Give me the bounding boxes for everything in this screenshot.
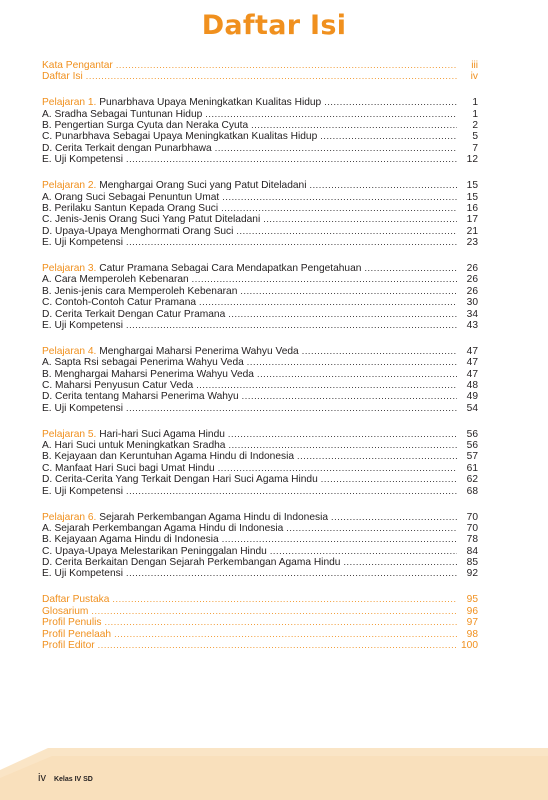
dot-leader: [257, 369, 457, 380]
toc-entry-label: Daftar Isi: [42, 71, 83, 83]
toc-entry-page: 70: [466, 522, 478, 534]
toc-entry-page: 16: [466, 202, 478, 214]
toc-entry-page: 47: [466, 357, 478, 369]
dot-leader: [126, 237, 457, 248]
toc-entry-page: 57: [466, 451, 478, 463]
dot-leader: [196, 380, 457, 391]
dot-leader: [222, 192, 457, 203]
toc-entry-label: D. Upaya-Upaya Menghormati Orang Suci: [42, 225, 234, 237]
toc-entry-page: 98: [466, 628, 478, 640]
dot-leader: [218, 463, 457, 474]
toc-entry-page: 30: [466, 297, 478, 309]
toc-lesson-heading[interactable]: [42, 263, 478, 274]
toc-entry-page: 2: [472, 120, 478, 132]
toc-entry-label: B. Pengertian Surga Cyuta dan Neraka Cyuta: [42, 120, 249, 132]
table-of-contents: [42, 60, 478, 666]
toc-entry[interactable]: [42, 463, 478, 474]
toc-entry-page: 1: [472, 108, 478, 120]
toc-entry[interactable]: [42, 192, 478, 203]
lesson-title: Sejarah Perkembangan Agama Hindu di Indonesia: [96, 511, 329, 523]
toc-entry-label: C. Punarbhava Sebagai Upaya Meningkatkan Kualitas Hidup: [42, 131, 318, 143]
lesson-title: Hari-hari Suci Agama Hindu: [96, 428, 225, 440]
toc-entry-label: E. Uji Kompetensi: [42, 319, 123, 331]
dot-leader: [331, 512, 457, 523]
toc-lesson-heading[interactable]: [42, 97, 478, 108]
toc-entry[interactable]: [42, 274, 478, 285]
toc-lesson-heading[interactable]: [42, 180, 478, 191]
lesson-prefix: Pelajaran 4.: [42, 345, 97, 357]
toc-entry-profil-editor[interactable]: [42, 640, 478, 651]
toc-entry-page: 49: [466, 391, 478, 403]
toc-entry[interactable]: [42, 557, 478, 568]
dot-leader: [343, 557, 457, 568]
dot-leader: [205, 109, 457, 120]
toc-entry-label: B. Perilaku Santun Kepada Orang Suci: [42, 202, 219, 214]
toc-entry[interactable]: [42, 380, 478, 391]
toc-entry-page: iv: [470, 71, 478, 83]
dot-leader: [222, 534, 457, 545]
toc-lesson-3: [42, 263, 478, 331]
toc-entry-profil-penulis[interactable]: [42, 617, 478, 628]
toc-entry[interactable]: [42, 546, 478, 557]
toc-entry[interactable]: [42, 440, 478, 451]
dot-leader: [112, 594, 457, 605]
dot-leader: [192, 274, 457, 285]
lesson-title: Menghargai Orang Suci yang Patut Diteladani: [96, 180, 307, 192]
dot-leader: [104, 617, 457, 628]
dot-leader: [215, 143, 457, 154]
dot-leader: [116, 60, 457, 71]
toc-entry-label: Glosarium: [42, 605, 89, 617]
toc-entry-label: A. Hari Suci untuk Meningkatkan Sradha: [42, 440, 226, 452]
toc-entry-page: 61: [466, 462, 478, 474]
toc-entry[interactable]: [42, 154, 478, 165]
toc-entry-label: Profil Editor: [42, 639, 95, 651]
toc-entry-daftar-pustaka[interactable]: [42, 594, 478, 605]
toc-entry-label: E. Uji Kompetensi: [42, 485, 123, 497]
lesson-title: Menghargai Maharsi Penerima Wahyu Veda: [96, 345, 299, 357]
toc-entry-page: 26: [466, 262, 478, 274]
lesson-prefix: Pelajaran 2.: [42, 180, 97, 192]
dot-leader: [321, 474, 457, 485]
toc-entry[interactable]: [42, 237, 478, 248]
toc-lesson-heading[interactable]: [42, 512, 478, 523]
toc-entry[interactable]: [42, 451, 478, 462]
dot-leader: [302, 346, 457, 357]
toc-entry[interactable]: [42, 109, 478, 120]
toc-entry-page: 68: [466, 485, 478, 497]
lesson-prefix: Pelajaran 5.: [42, 428, 97, 440]
toc-entry-label: B. Menghargai Maharsi Penerima Wahyu Veda: [42, 368, 254, 380]
lesson-prefix: Pelajaran 1.: [42, 97, 97, 109]
dot-leader: [240, 286, 457, 297]
toc-entry-page: 23: [466, 237, 478, 249]
toc-entry-label: D. Cerita-Cerita Yang Terkait Dengan Hari Suci Agama Hindu: [42, 474, 318, 486]
dot-leader: [270, 546, 457, 557]
toc-entry-kata-pengantar[interactable]: [42, 60, 478, 71]
dot-leader: [126, 568, 457, 579]
toc-entry-label: C. Maharsi Penyusun Catur Veda: [42, 379, 194, 391]
dot-leader: [228, 440, 457, 451]
toc-entry-page: 47: [466, 368, 478, 380]
dot-leader: [364, 263, 457, 274]
toc-entry[interactable]: [42, 320, 478, 331]
toc-entry-label: B. Kejayaan Agama Hindu di Indonesia: [42, 534, 219, 546]
toc-entry-label: B. Kejayaan dan Keruntuhan Agama Hindu di Indonesia: [42, 451, 295, 463]
toc-entry-page: iii: [471, 60, 478, 71]
toc-entry-page: 85: [466, 557, 478, 569]
dot-leader: [126, 320, 457, 331]
toc-entry-daftar-isi[interactable]: [42, 71, 478, 82]
toc-entry-page: 84: [466, 545, 478, 557]
toc-entry[interactable]: [42, 523, 478, 534]
page-title: Daftar Isi: [201, 10, 347, 41]
toc-entry[interactable]: [42, 391, 478, 402]
dot-leader: [228, 309, 457, 320]
toc-entry[interactable]: [42, 403, 478, 414]
dot-leader: [221, 203, 457, 214]
toc-entry-page: 21: [466, 225, 478, 237]
toc-entry-label: D. Cerita Berkaitan Dengan Sejarah Perkembangan Agama Hindu: [42, 557, 341, 569]
dot-leader: [251, 120, 457, 131]
toc-entry-page: 62: [466, 474, 478, 486]
toc-entry-label: A. Cara Memperoleh Kebenaran: [42, 274, 189, 286]
toc-entry-label: B. Jenis-jenis cara Memperoleh Kebenaran: [42, 285, 238, 297]
toc-entry-label: Profil Penulis: [42, 617, 102, 629]
toc-entry-page: 96: [466, 605, 478, 617]
dot-leader: [247, 357, 457, 368]
toc-entry-page: 100: [461, 639, 478, 651]
dot-leader: [228, 429, 457, 440]
footer: [38, 772, 93, 784]
toc-entry-page: 56: [466, 440, 478, 452]
toc-entry-label: Daftar Pustaka: [42, 594, 110, 606]
toc-entry-label: E. Uji Kompetensi: [42, 568, 123, 580]
toc-entry-page: 26: [466, 285, 478, 297]
toc-back-matter: [42, 594, 478, 651]
toc-entry[interactable]: [42, 309, 478, 320]
lesson-title: Catur Pramana Sebagai Cara Mendapatkan Pengetahuan: [96, 262, 362, 274]
toc-entry[interactable]: [42, 357, 478, 368]
toc-entry[interactable]: [42, 131, 478, 142]
toc-entry-page: 97: [466, 617, 478, 629]
dot-leader: [242, 391, 457, 402]
dot-leader: [98, 640, 457, 651]
lesson-prefix: Pelajaran 3.: [42, 262, 97, 274]
dot-leader: [126, 154, 457, 165]
toc-entry-page: 56: [466, 428, 478, 440]
toc-entry-label: D. Cerita Terkait dengan Punarbhawa: [42, 142, 212, 154]
toc-entry-label: A. Sapta Rsi sebagai Penerima Wahyu Veda: [42, 357, 244, 369]
toc-entry-page: 47: [466, 345, 478, 357]
dot-leader: [286, 523, 457, 534]
toc-lesson-5: [42, 429, 478, 497]
toc-entry-page: 15: [466, 180, 478, 192]
toc-lesson-2: [42, 180, 478, 248]
toc-entry[interactable]: [42, 120, 478, 131]
toc-entry-label: C. Jenis-Jenis Orang Suci Yang Patut Diteladani: [42, 214, 261, 226]
toc-entry[interactable]: [42, 534, 478, 545]
toc-entry-page: 78: [466, 534, 478, 546]
toc-entry-label: D. Cerita Terkait Dengan Catur Pramana: [42, 308, 226, 320]
dot-leader: [263, 214, 457, 225]
toc-entry-label: Kata Pengantar: [42, 60, 113, 71]
toc-entry-label: Profil Penelaah: [42, 628, 112, 640]
toc-entry[interactable]: [42, 486, 478, 497]
dot-leader: [320, 131, 457, 142]
toc-entry-page: 5: [472, 131, 478, 143]
toc-entry[interactable]: [42, 143, 478, 154]
toc-entry-glosarium[interactable]: [42, 606, 478, 617]
dot-leader: [309, 180, 457, 191]
toc-lesson-heading[interactable]: [42, 429, 478, 440]
toc-entry-label: C. Manfaat Hari Suci bagi Umat Hindu: [42, 462, 215, 474]
toc-entry[interactable]: [42, 568, 478, 579]
toc-entry-label: A. Sradha Sebagai Tuntunan Hidup: [42, 108, 203, 120]
toc-entry-page: 15: [466, 191, 478, 203]
toc-entry-page: 12: [466, 154, 478, 166]
toc-entry-page: 1: [472, 97, 478, 109]
dot-leader: [236, 226, 457, 237]
lesson-prefix: Pelajaran 6.: [42, 511, 97, 523]
dot-leader: [297, 451, 457, 462]
toc-lesson-6: [42, 512, 478, 580]
toc-entry-page: 70: [466, 511, 478, 523]
toc-entry-page: 92: [466, 568, 478, 580]
dot-leader: [199, 297, 457, 308]
toc-lesson-1: [42, 97, 478, 165]
toc-entry-page: 48: [466, 379, 478, 391]
toc-lesson-4: [42, 346, 478, 414]
lesson-title: Punarbhava Upaya Meningkatkan Kualitas Hidup: [96, 97, 322, 109]
toc-entry[interactable]: [42, 474, 478, 485]
toc-entry-label: E. Uji Kompetensi: [42, 402, 123, 414]
toc-entry[interactable]: [42, 226, 478, 237]
toc-entry[interactable]: [42, 214, 478, 225]
book-title: Kelas IV SD: [53, 776, 93, 783]
dot-leader: [126, 486, 457, 497]
toc-entry[interactable]: [42, 369, 478, 380]
toc-entry-page: 43: [466, 319, 478, 331]
toc-entry-label: E. Uji Kompetensi: [42, 237, 123, 249]
toc-entry-label: A. Sejarah Perkembangan Agama Hindu di Indonesia: [42, 522, 284, 534]
toc-entry-label: C. Upaya-Upaya Melestarikan Peninggalan Hindu: [42, 545, 267, 557]
page-number: iv: [38, 772, 46, 784]
toc-entry-page: 54: [466, 402, 478, 414]
toc-lesson-heading[interactable]: [42, 346, 478, 357]
toc-entry[interactable]: [42, 286, 478, 297]
toc-entry-label: E. Uji Kompetensi: [42, 154, 123, 166]
toc-entry-page: 95: [466, 594, 478, 606]
toc-entry[interactable]: [42, 203, 478, 214]
dot-leader: [126, 403, 457, 414]
toc-entry[interactable]: [42, 297, 478, 308]
dot-leader: [91, 606, 457, 617]
dot-leader: [114, 629, 457, 640]
toc-entry-label: A. Orang Suci Sebagai Penuntun Umat: [42, 191, 220, 203]
toc-entry-page: 7: [472, 142, 478, 154]
toc-entry-page: 34: [466, 308, 478, 320]
toc-entry-profil-penelaah[interactable]: [42, 629, 478, 640]
toc-entry-page: 26: [466, 274, 478, 286]
dot-leader: [86, 71, 457, 82]
toc-entry-page: 17: [466, 214, 478, 226]
toc-intro-section: [42, 60, 478, 83]
toc-entry-label: D. Cerita tentang Maharsi Penerima Wahyu: [42, 391, 239, 403]
dot-leader: [324, 97, 457, 108]
toc-entry-label: C. Contoh-Contoh Catur Pramana: [42, 297, 197, 309]
footer-band: [0, 742, 548, 800]
